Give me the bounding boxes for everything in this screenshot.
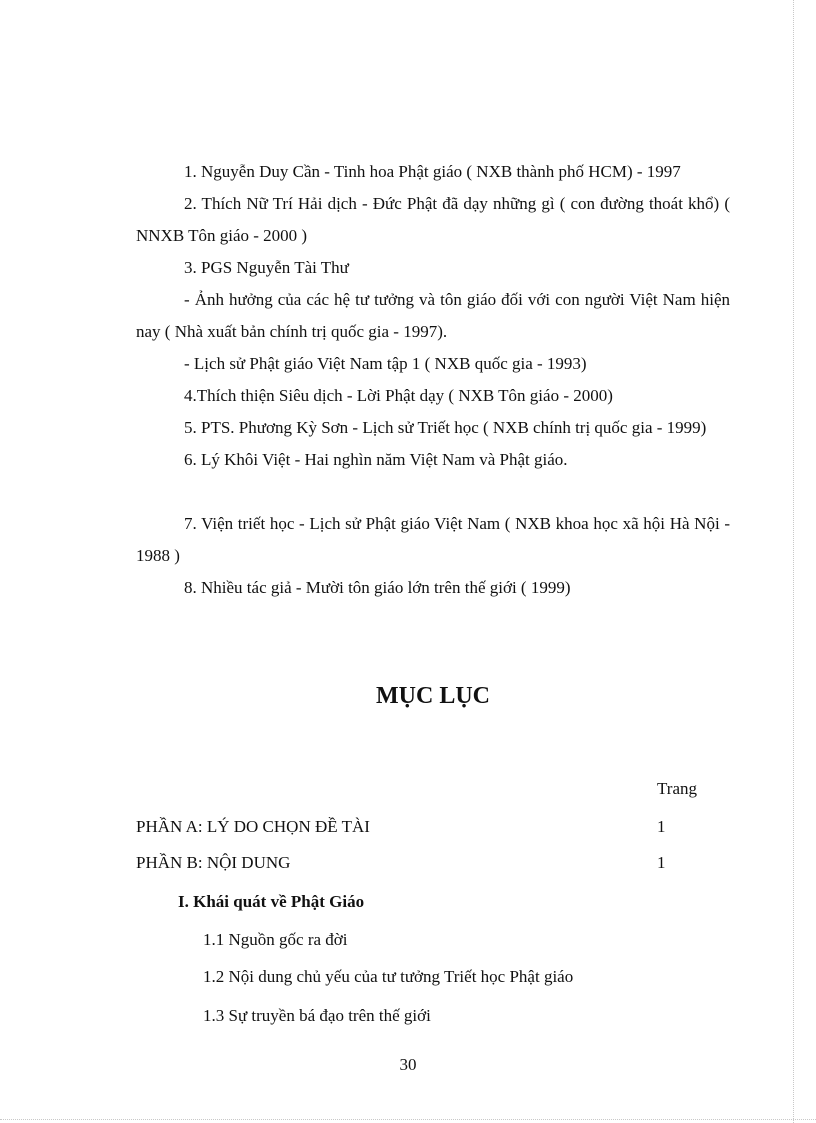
reference-item: 1. Nguyễn Duy Cần - Tinh hoa Phật giáo ( NXB thành phố HCM) - 1997 xyxy=(184,162,681,181)
reference-item: 2. Thích Nữ Trí Hải dịch - Đức Phật đã dạy những gì ( con đường thoát khổ) ( NNXB Tôn giáo - 2000 ) xyxy=(136,194,730,245)
reference-item: 4.Thích thiện Siêu dịch - Lời Phật dạy ( NXB Tôn giáo - 2000) xyxy=(184,386,613,405)
toc-entry-page: 1 xyxy=(657,817,666,836)
toc-entry-sub-1-2 xyxy=(203,965,573,989)
page-edge-bottom xyxy=(0,1119,816,1120)
reference-item: 5. PTS. Phương Kỳ Sơn - Lịch sử Triết học ( NXB chính trị quốc gia - 1999) xyxy=(184,418,707,437)
toc-entry-sub-1-1 xyxy=(203,928,348,952)
toc-entry-label: I. Khái quát về Phật Giáo xyxy=(178,892,365,911)
references-list xyxy=(136,156,730,604)
toc-entry-section-b xyxy=(136,851,696,875)
page-number: 30 xyxy=(399,1055,417,1074)
reference-item: - Lịch sử Phật giáo Việt Nam tập 1 ( NXB quốc gia - 1993) xyxy=(184,354,587,373)
toc-entry-label: PHẦN B: NỘI DUNG xyxy=(136,853,291,872)
page-edge-right xyxy=(793,0,794,1123)
reference-item: 8. Nhiều tác giả - Mười tôn giáo lớn trên thế giới ( 1999) xyxy=(184,578,571,597)
toc-entry-sub-1-3 xyxy=(203,1004,431,1028)
reference-item: 6. Lý Khôi Việt - Hai nghìn năm Việt Nam và Phật giáo. xyxy=(184,450,568,469)
blank-line xyxy=(136,476,730,508)
toc-entry-label: PHẦN A: LÝ DO CHỌN ĐỀ TÀI xyxy=(136,817,370,836)
toc-entry-label: 1.2 Nội dung chủ yếu của tư tưởng Triết học Phật giáo xyxy=(203,967,574,986)
toc-entry-label: 1.1 Nguồn gốc ra đời xyxy=(203,930,348,949)
reference-item: 3. PGS Nguyễn Tài Thư xyxy=(184,258,349,277)
toc-title: MỤC LỤC xyxy=(376,683,490,709)
toc-page-column-header: Trang xyxy=(657,779,697,798)
reference-item: - Ảnh hưởng của các hệ tư tưởng và tôn giáo đối với con người Việt Nam hiện nay ( Nhà xuất bản chính trị quốc gia - 1997). xyxy=(136,290,730,341)
toc-entry-page: 1 xyxy=(657,853,666,872)
toc-entry-label: 1.3 Sự truyền bá đạo trên thế giới xyxy=(203,1006,431,1025)
toc-entry-section-a xyxy=(136,815,696,839)
reference-item: 7. Viện triết học - Lịch sử Phật giáo Việt Nam ( NXB khoa học xã hội Hà Nội - 1988 ) xyxy=(136,514,730,565)
toc-entry-chapter-1 xyxy=(178,890,364,914)
